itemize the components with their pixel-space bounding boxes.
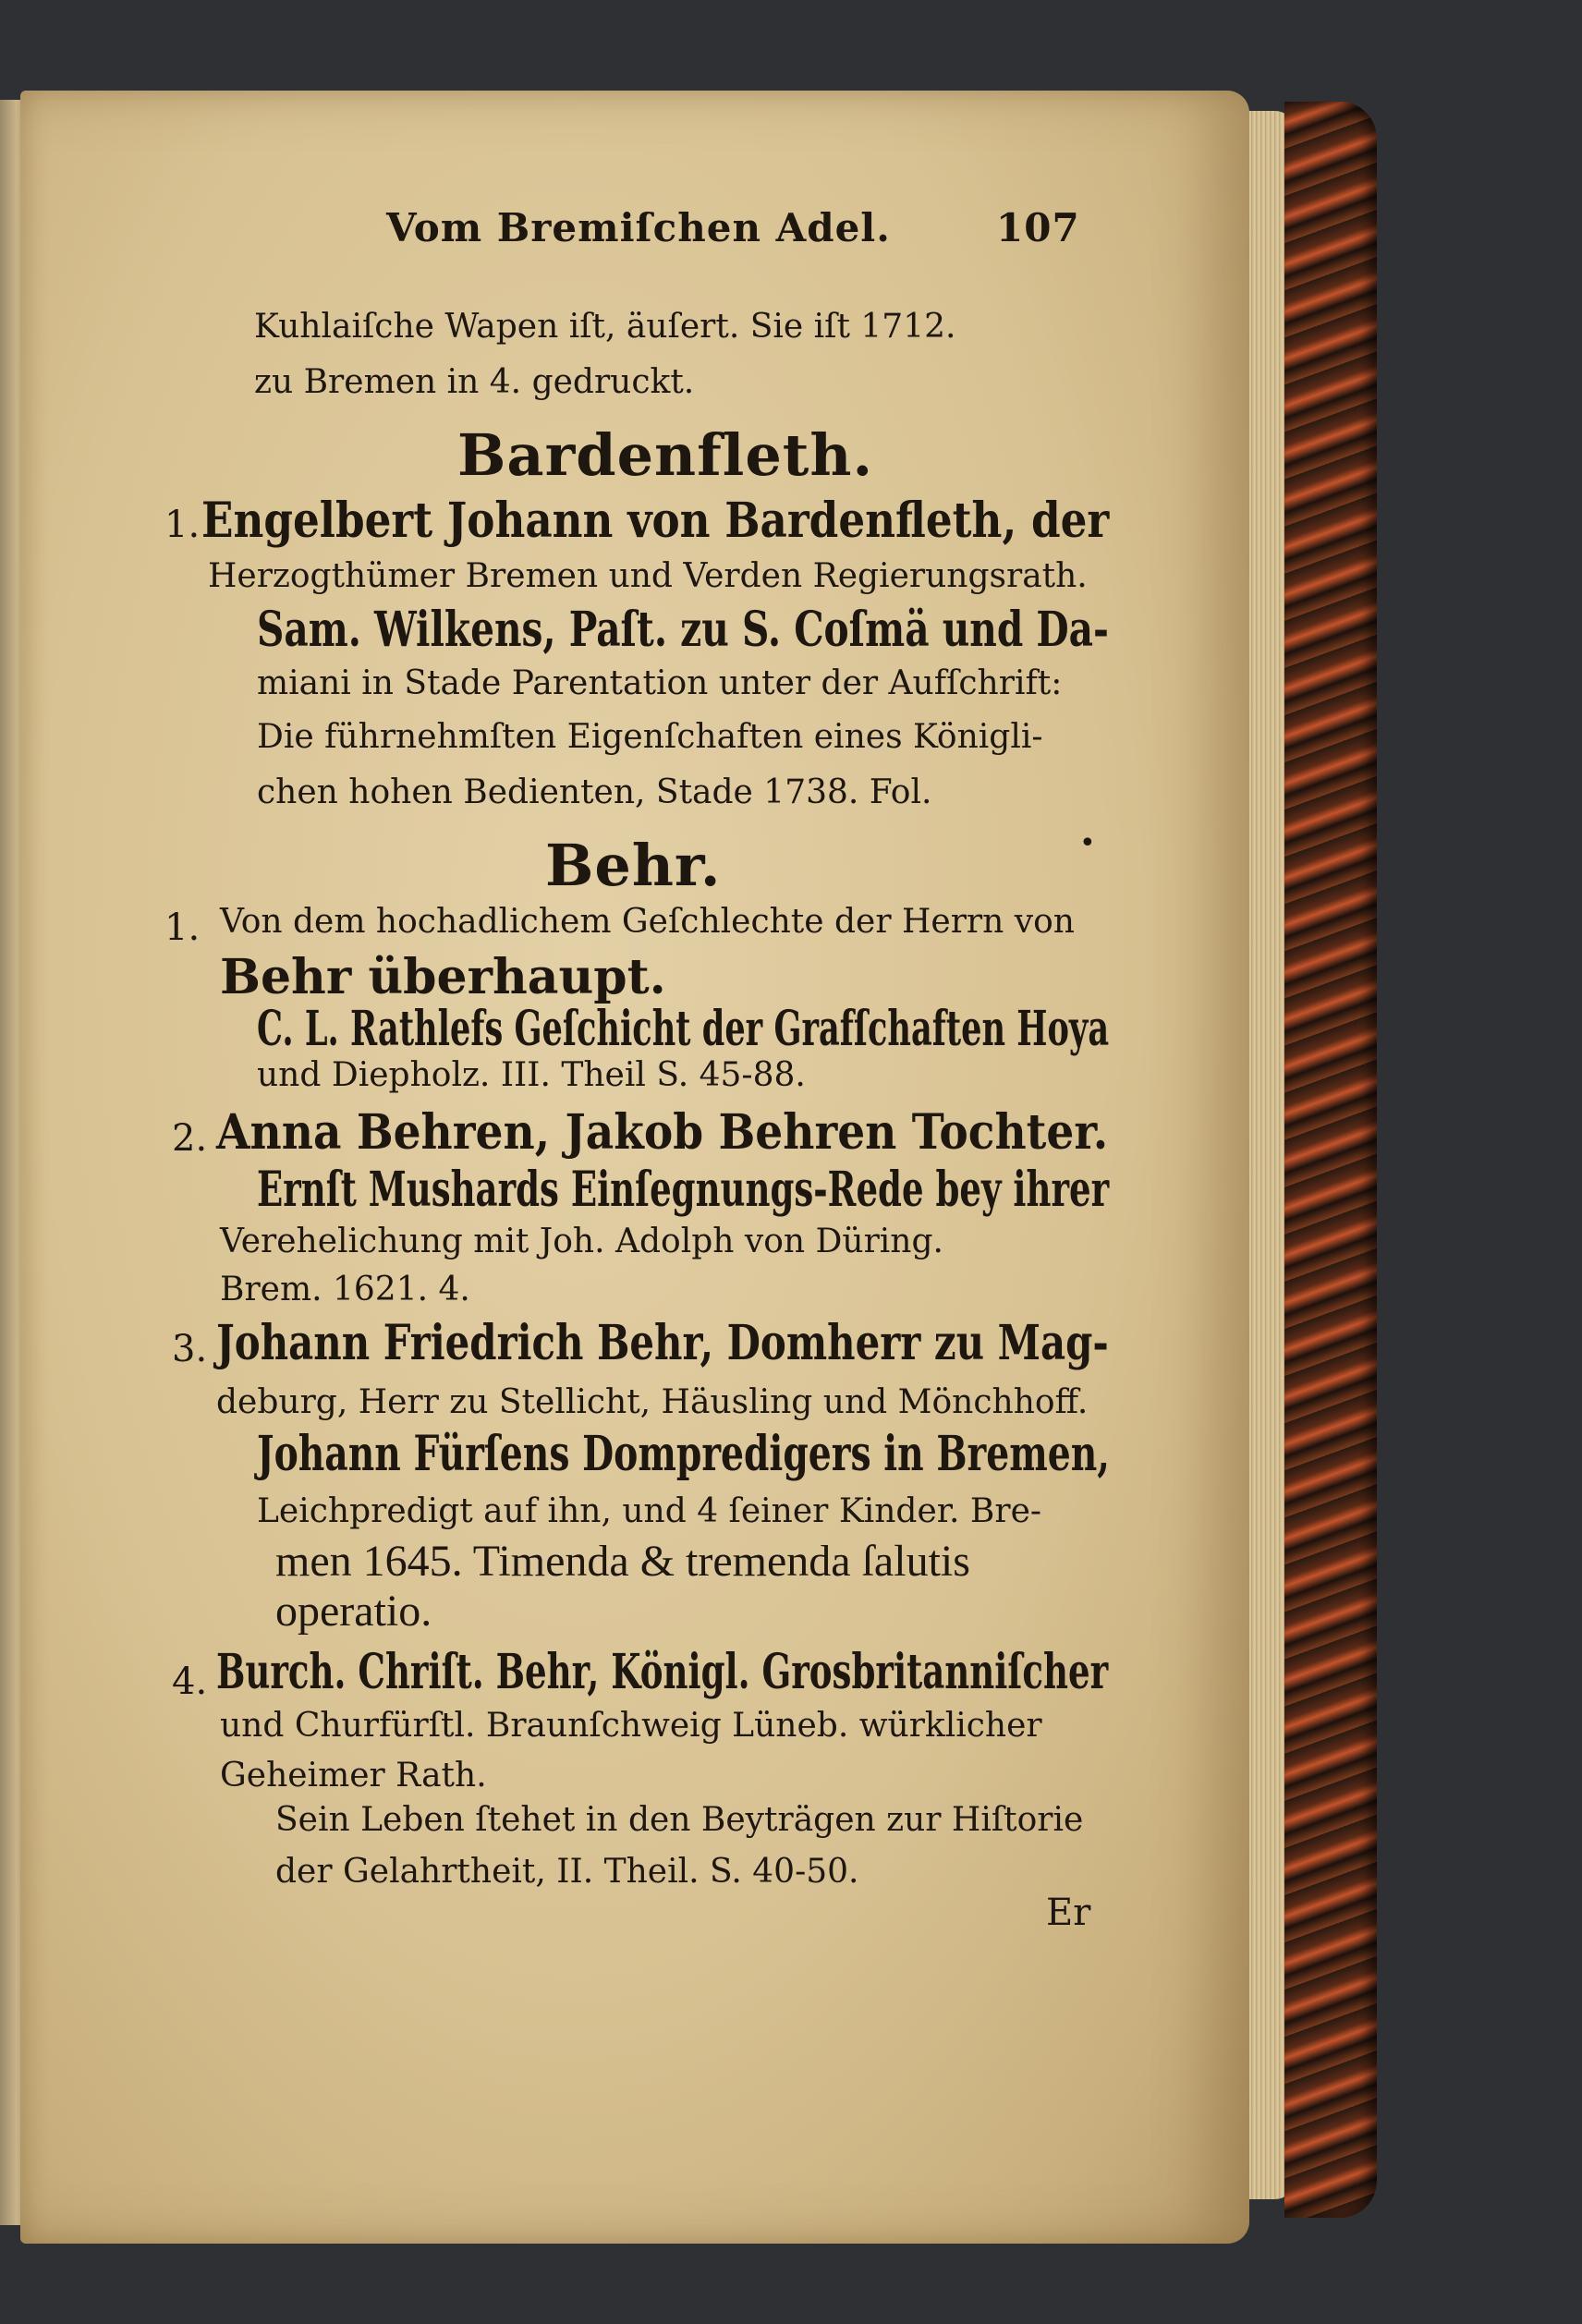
entry-marker: 3.: [172, 1328, 208, 1370]
entry-line: Johann Friedrich Behr, Domherr zu Mag-: [216, 1315, 1109, 1371]
ink-mark: •: [1079, 827, 1096, 859]
entry-line: Engelbert Johann von Bardenfleth, der: [201, 493, 1110, 549]
entry-line: und Diepholz. III. Theil S. 45-88.: [257, 1056, 806, 1094]
text-line: zu Bremen in 4. gedruckt.: [254, 363, 695, 401]
entry-line: Burch. Chriſt. Behr, Königl. Grosbritanniſcher: [216, 1644, 1109, 1700]
entry-line: Geheimer Rath.: [220, 1757, 487, 1795]
entry-line: miani in Stade Parentation unter der Aufſchrift:: [257, 664, 1063, 702]
entry-marker: 1.: [164, 906, 201, 949]
entry-line: Die führnehmſten Eigenſchaften eines Königli-: [257, 718, 1043, 756]
entry-line: C. L. Rathlefs Geſchicht der Grafſchaften Hoya: [257, 1001, 1110, 1057]
entry-line: chen hohen Bedienten, Stade 1738. Fol.: [257, 773, 932, 811]
entry-marker: 4.: [172, 1661, 208, 1703]
entry-line: Anna Behren, Jakob Behren Tochter.: [216, 1104, 1109, 1161]
entry-line: Sein Leben ſtehet in den Beyträgen zur Hiſtorie: [275, 1801, 1084, 1839]
entry-line: Brem. 1621. 4.: [220, 1271, 470, 1308]
running-head-title: Vom Bremiſchen Adel.: [386, 205, 891, 250]
entry-line: Sam. Wilkens, Paſt. zu S. Coſmä und Da-: [257, 602, 1109, 658]
text-line: Kuhlaiſche Wapen iſt, äuſert. Sie iſt 1712.: [254, 308, 956, 346]
page-number: 107: [996, 205, 1080, 250]
entry-line: Von dem hochadlichem Geſchlechte der Herrn von: [220, 903, 1075, 941]
entry-line: operatio.: [275, 1587, 432, 1636]
entry-line: Behr überhaupt.: [220, 949, 666, 1005]
entry-line: Herzogthümer Bremen und Verden Regierungsrath.: [208, 557, 1088, 595]
entry-line: Leichpredigt auf ihn, und 4 ſeiner Kinder. Bre-: [257, 1492, 1042, 1530]
section-heading: Bardenfleth.: [457, 421, 874, 489]
entry-line: deburg, Herr zu Stellicht, Häusling und Mönchhoff.: [216, 1383, 1089, 1421]
section-heading: Behr.: [545, 832, 722, 899]
entry-line: men 1645. Timenda & tremenda ſalutis: [275, 1537, 970, 1586]
entry-line: und Churfürſtl. Braunſchweig Lüneb. würklicher: [220, 1707, 1042, 1745]
entry-line: Ernſt Mushards Einſegnungs-Rede bey ihrer: [257, 1162, 1110, 1218]
entry-line: der Gelahrtheit, II. Theil. S. 40-50.: [275, 1853, 859, 1891]
entry-marker: 1.: [164, 504, 201, 546]
entry-line: Verehelichung mit Joh. Adolph von Düring.: [220, 1223, 943, 1260]
entry-line: Johann Fürſens Dompredigers in Bremen,: [257, 1426, 1110, 1482]
entry-marker: 2.: [172, 1117, 208, 1160]
catchword: Er: [1046, 1892, 1091, 1934]
